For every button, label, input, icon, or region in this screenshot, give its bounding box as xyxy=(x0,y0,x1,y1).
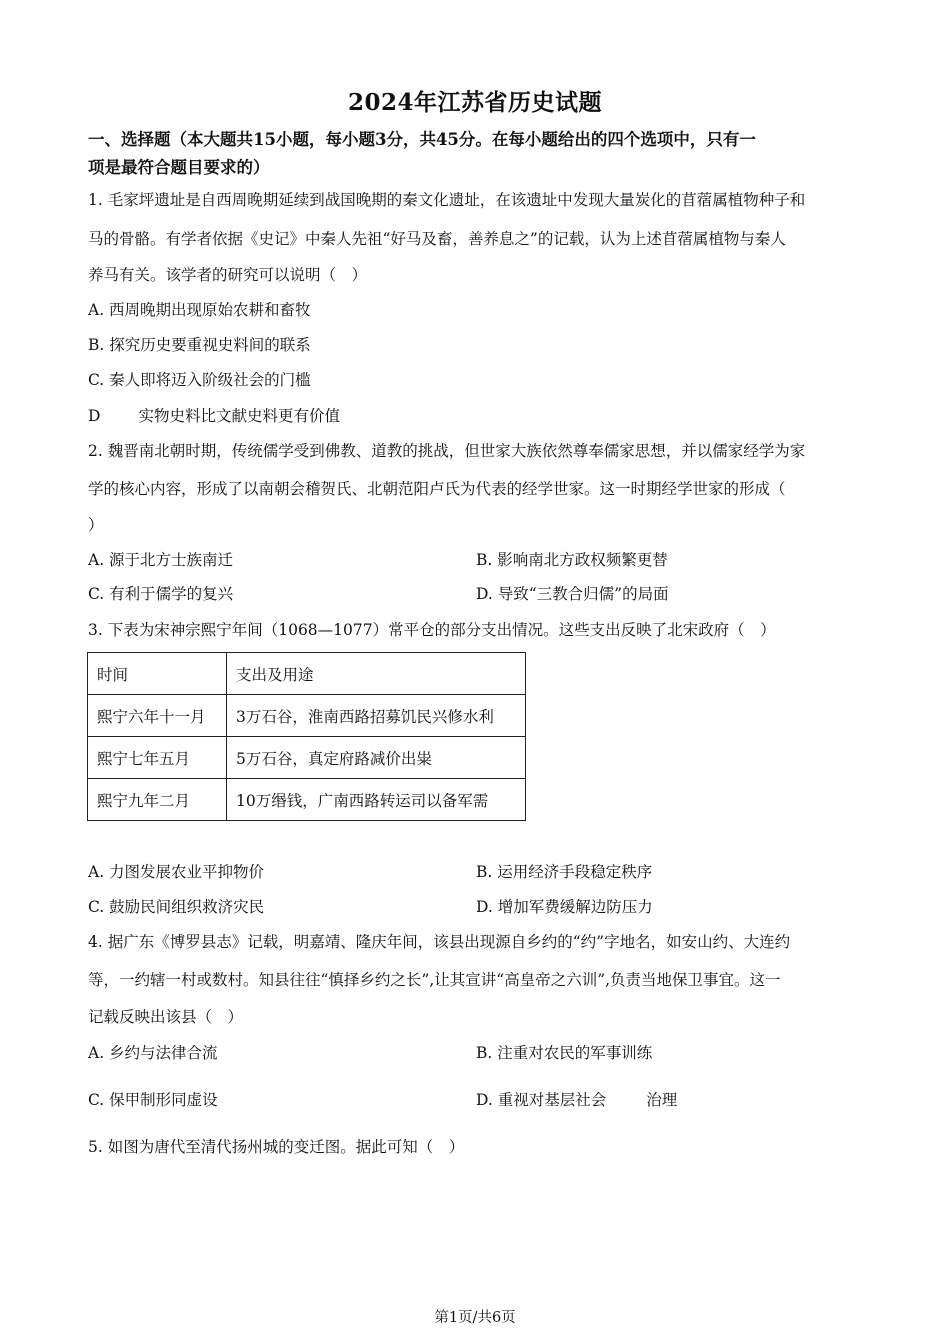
table-row xyxy=(88,695,526,737)
table-cell-time: 熙宁七年五月 xyxy=(88,737,227,779)
q1-stem-line-2: 马的骨骼。有学者依据《史记》中秦人先祖“好马及畜，善养息之”的记载，认为上述苜蓿属植物与秦人 xyxy=(88,230,786,248)
table-header-usage: 支出及用途 xyxy=(227,653,526,695)
table-row xyxy=(88,779,526,821)
q4-option-d xyxy=(476,1090,677,1110)
q4-option-c: C. 保甲制形同虚设 xyxy=(88,1091,218,1109)
q3-option-c: C. 鼓励民间组织救济灾民 xyxy=(88,898,265,916)
table-cell-time: 熙宁六年十一月 xyxy=(88,695,227,737)
page-footer: 第1页/共6页 xyxy=(434,1310,516,1326)
q4-stem-line-3: 记载反映出该县（ ） xyxy=(88,1008,244,1026)
q2-option-b: B. 影响南北方政权频繁更替 xyxy=(476,551,668,569)
q5-stem: 5. 如图为唐代至清代扬州城的变迁图。据此可知（ ） xyxy=(88,1138,465,1156)
q2-stem-line-2: 学的核心内容，形成了以南朝会稽贺氏、北朝范阳卢氏为代表的经学世家。这一时期经学世家的形成（ xyxy=(88,480,786,498)
q4-stem-line-1: 4. 据广东《博罗县志》记载，明嘉靖、隆庆年间，该县出现源自乡约的“约”字地名，如安山约、大连约 xyxy=(88,933,791,951)
q1-option-b: B. 探究历史要重视史料间的联系 xyxy=(88,336,311,354)
q2-option-a: A. 源于北方士族南迁 xyxy=(88,551,234,569)
q2-option-d: D. 导致“三教合归儒”的局面 xyxy=(476,585,669,603)
q4-option-d-part-1: D. 重视对基层社会 xyxy=(476,1091,607,1109)
table-header-row xyxy=(88,653,526,695)
q2-stem-line-1: 2. 魏晋南北朝时期，传统儒学受到佛教、道教的挑战，但世家大族依然尊奉儒家思想，并以儒家经学为家 xyxy=(88,442,806,460)
q1-option-c: C. 秦人即将迈入阶级社会的门槛 xyxy=(88,371,311,389)
q1-option-d xyxy=(88,406,340,426)
q2-stem-line-3: ） xyxy=(88,516,104,534)
q4-stem-line-2: 等，一约辖一村或数村。知县往往“慎择乡约之长”,让其宣讲“高皇帝之六训”,负责当地保卫事宜。这一 xyxy=(88,971,781,989)
q3-stem: 3. 下表为宋神宗熙宁年间（1068—1077）常平仓的部分支出情况。这些支出反映了北宋政府（ ） xyxy=(88,621,776,639)
q4-option-b: B. 注重对农民的军事训练 xyxy=(476,1044,653,1062)
table-row xyxy=(88,737,526,779)
table-header-time: 时间 xyxy=(88,653,227,695)
exam-title: 2024年江苏省历史试题 xyxy=(347,89,602,116)
q2-option-c: C. 有利于儒学的复兴 xyxy=(88,585,234,603)
q1-stem-line-3: 养马有关。该学者的研究可以说明（ ） xyxy=(88,266,368,284)
table-cell-usage: 5万石谷，真定府路减价出粜 xyxy=(227,737,526,779)
q4-option-d-part-2: 治理 xyxy=(646,1091,678,1109)
q1-option-a: A. 西周晚期出现原始农耕和畜牧 xyxy=(88,301,311,319)
q3-expenditure-table xyxy=(87,652,526,821)
q3-option-a: A. 力图发展农业平抑物价 xyxy=(88,863,265,881)
section-heading xyxy=(88,126,878,182)
q1-option-d-letter: D xyxy=(88,407,101,425)
table-cell-usage: 3万石谷，淮南西路招募饥民兴修水利 xyxy=(227,695,526,737)
q3-option-d: D. 增加军费缓解边防压力 xyxy=(476,898,653,916)
table-cell-usage: 10万缗钱，广南西路转运司以备军需 xyxy=(227,779,526,821)
section-heading-line-2: 项是最符合题目要求的） xyxy=(88,158,270,177)
table-cell-time: 熙宁九年二月 xyxy=(88,779,227,821)
q4-option-a: A. 乡约与法律合流 xyxy=(88,1044,218,1062)
section-heading-line-1: 一、选择题（本大题共15小题，每小题3分，共45分。在每小题给出的四个选项中，只有一 xyxy=(88,130,756,149)
q1-option-d-text: 实物史料比文献史料更有价值 xyxy=(138,407,340,425)
q3-option-b: B. 运用经济手段稳定秩序 xyxy=(476,863,653,881)
q1-stem-line-1: 1. 毛家坪遗址是自西周晚期延续到战国晚期的秦文化遗址，在该遗址中发现大量炭化的苜蓿属植物种子和 xyxy=(88,191,806,209)
